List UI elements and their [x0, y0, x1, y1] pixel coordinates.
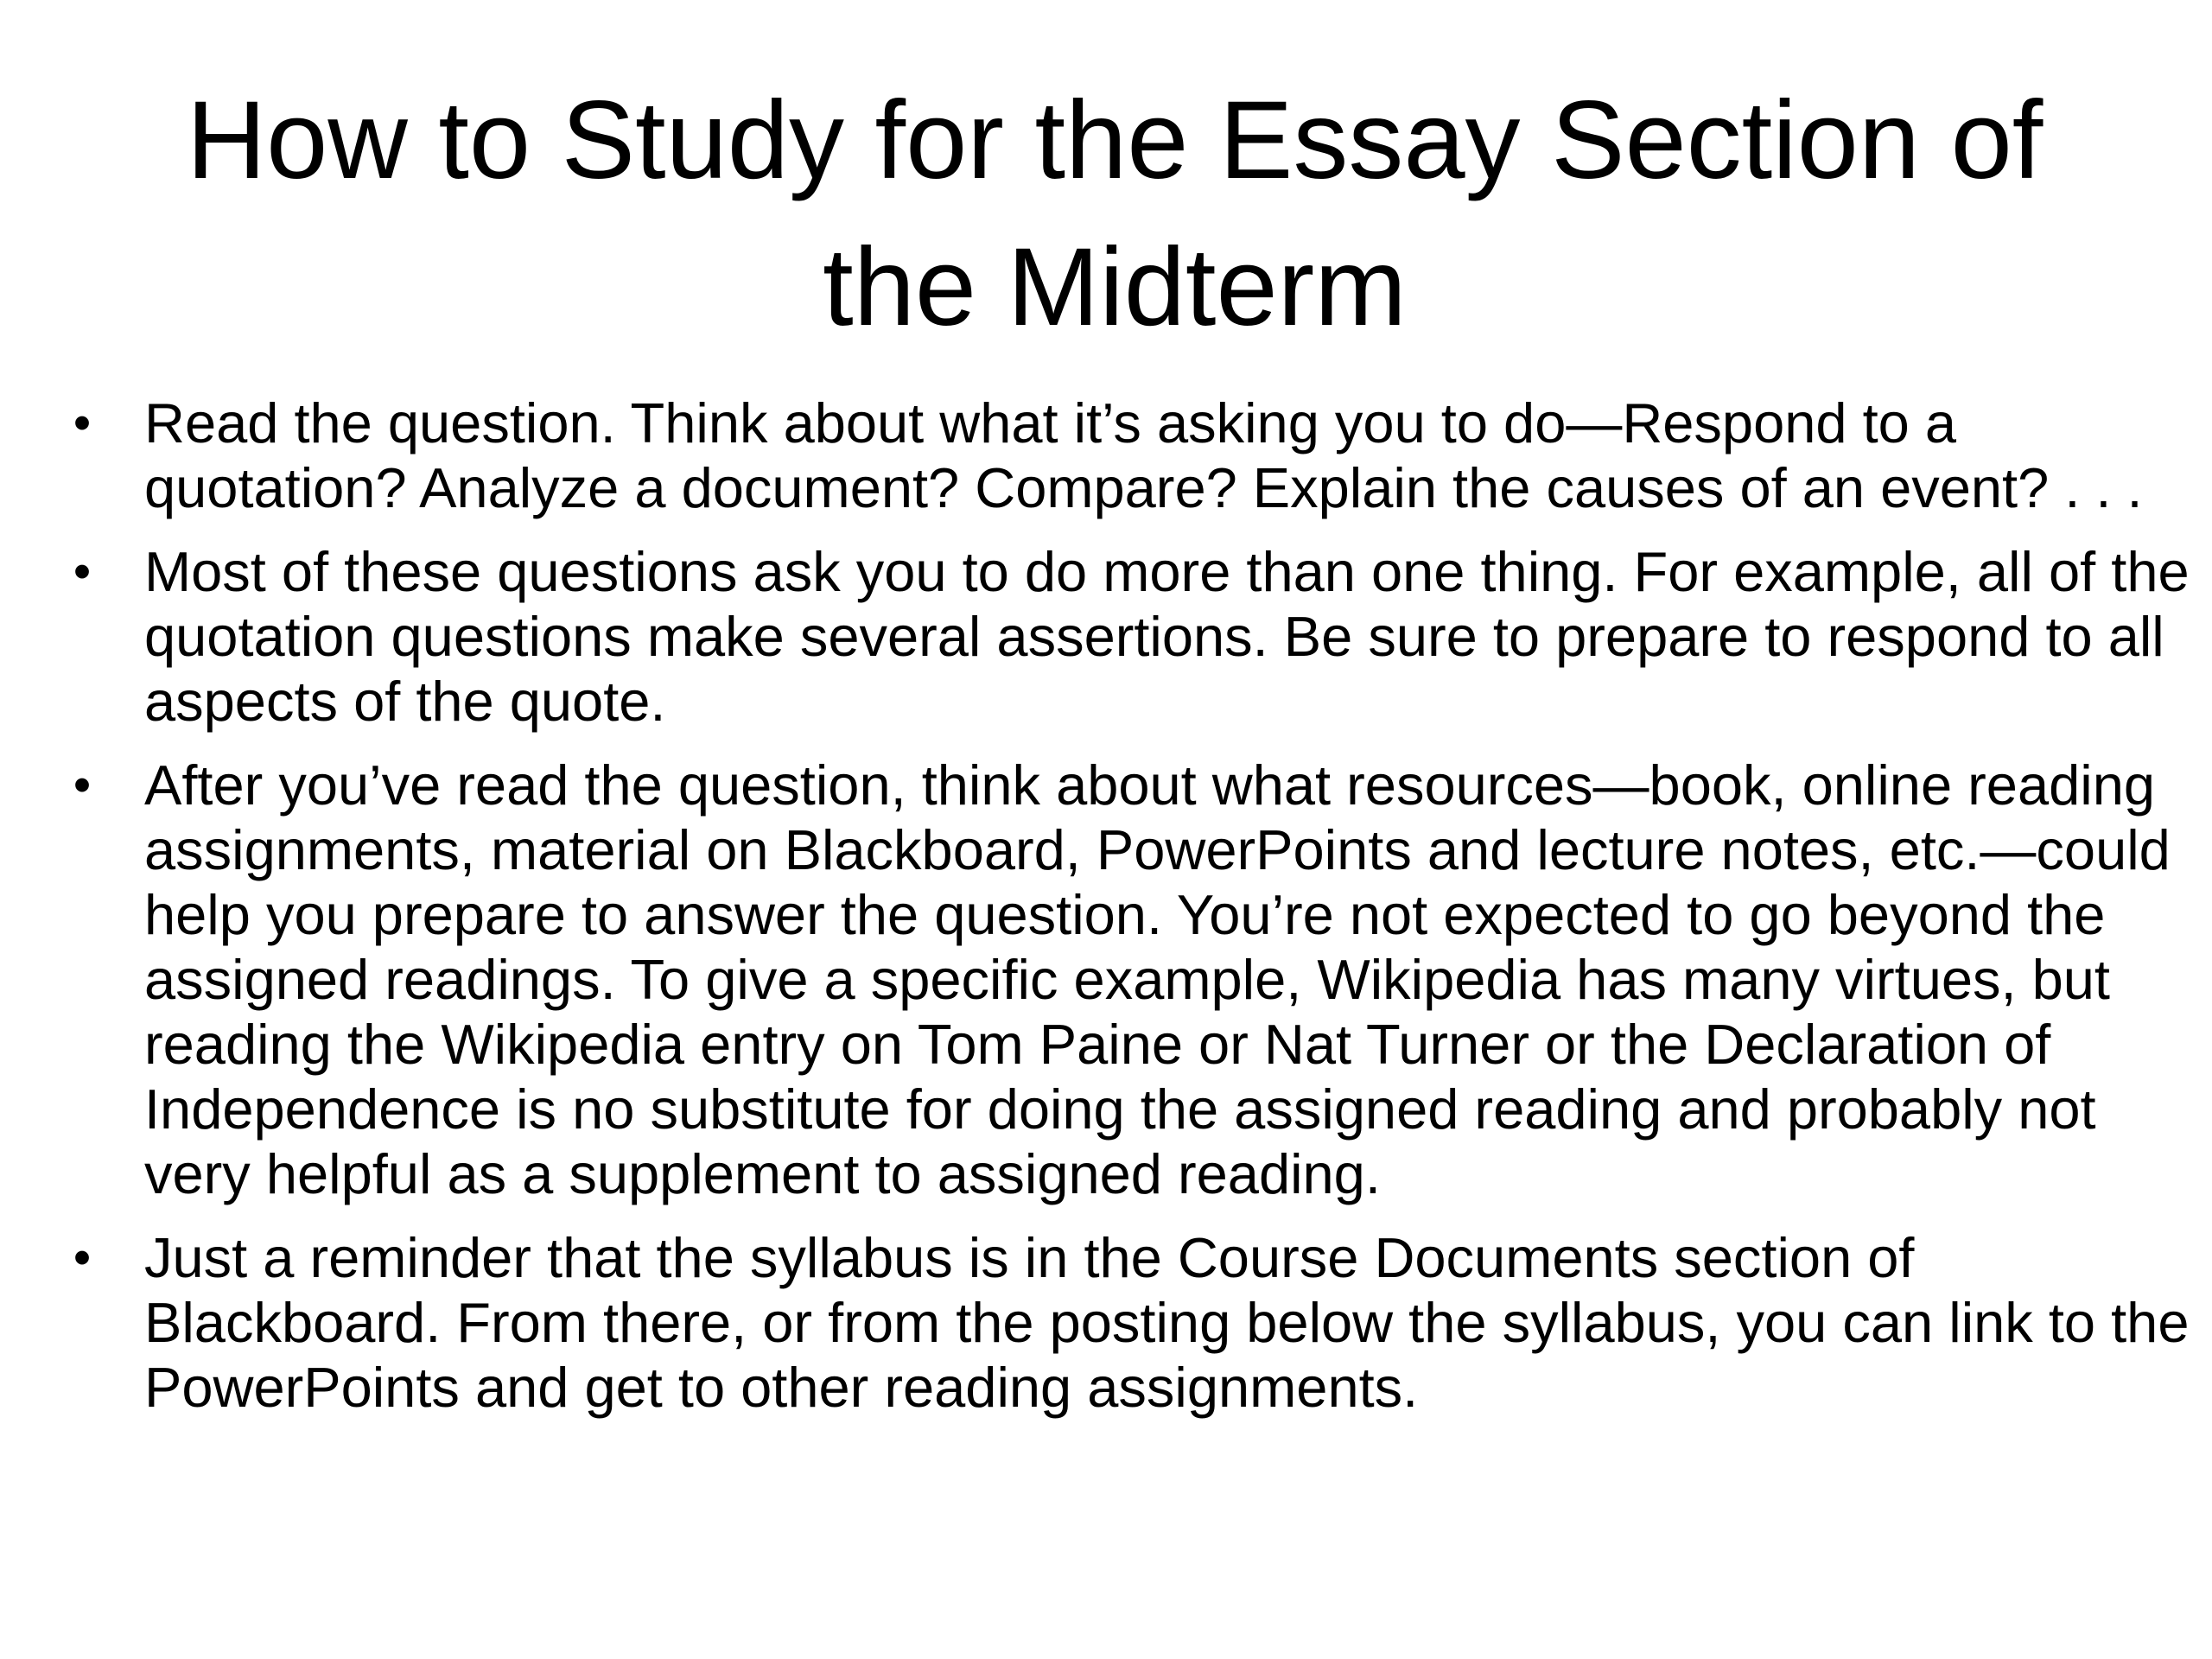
bullet-item-1 [52, 391, 2195, 520]
bullet-text: Read the question. Think about what it’s asking you to do—Respond to a quotation? Analyze a document? Compare? Explain the causes of an event? . . . [144, 391, 2143, 519]
bullet-text: Most of these questions ask you to do more than one thing. For example, all of the quotation questions make several assertions. Be sure to prepare to respond to all aspects of the quote. [144, 540, 2190, 733]
bullet-list [52, 391, 2195, 1439]
bullet-dot-icon: • [73, 1230, 92, 1286]
bullet-item-2 [52, 539, 2195, 734]
bullet-text: Just a reminder that the syllabus is in the Course Documents section of Blackboard. From there, or from the posting below the syllabus, you can link to the PowerPoints and get to other reading assignments. [144, 1226, 2190, 1419]
slide-title: How to Study for the Essay Section of the Midterm [186, 79, 2044, 349]
bullet-item-3 [52, 753, 2195, 1206]
bullet-dot-icon: • [73, 395, 92, 451]
bullet-item-4 [52, 1225, 2195, 1420]
bullet-dot-icon: • [73, 757, 92, 813]
bullet-dot-icon: • [73, 543, 92, 600]
bullet-text: After you’ve read the question, think about what resources—book, online reading assignments, material on Blackboard, PowerPoints and lecture notes, etc.—could help you prepare to answer the question. You’re not expected to go beyond the assigned readings. To give a specific example, Wikipedia has many virtues, but reading the Wikipedia entry on Tom Paine or Nat Turner or the Declaration of Independence is no substitute for doing the assigned reading and probably not very helpful as a supplement to assigned reading. [144, 753, 2171, 1205]
